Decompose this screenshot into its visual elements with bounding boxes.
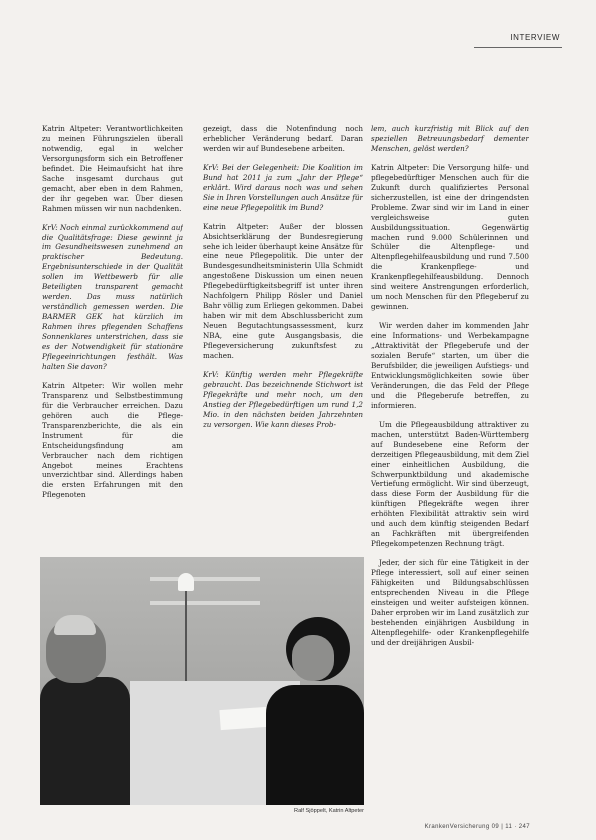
text-column-2: [203, 124, 363, 514]
interview-question: KrV: Bei der Gelegenheit: Die Koalition im Bund hat 2011 ja zum „Jahr der Pflege“ erklärt. Wird daraus noch was und sehen Sie in Ihren Vorstellungen auch Ansätze für eine neue Pflegepolitik im Bund?: [203, 162, 363, 212]
interview-paragraph: Wir werden daher im kommenden Jahr eine Informations- und Werbekampagne „Attraktivität der Pflegeberufe und der sozialen Berufe“ starten, um über die Berufsbilder, die jeweiligen Aufstiegs- und Entwicklungsmöglichkeiten sowie über Veränderungen, die das Feld der Pflege und die Pflegeberufe betreffen, zu informieren.: [371, 321, 529, 410]
text-column-1: [42, 124, 183, 516]
photo-lamp: [178, 573, 194, 591]
interview-paragraph: Katrin Altpeter: Wir wollen mehr Transparenz und Selbstbestimmung für die Verbraucher erreichen. Dazu gehören auch die Pflege-Transparenzberichte, die als ein Instrument für die Entscheidungsfindung am Verbraucher nach dem richtigen Angebot meines Erachtens unverzichtbar sind. Allerdings haben die ersten Erfahrungen mit den Pflegenoten: [42, 380, 183, 500]
interview-paragraph: gezeigt, dass die Notenfindung noch erheblicher Veränderung bedarf. Daran werden wir auf Bundesebene arbeiten.: [203, 124, 363, 153]
photo-shelf: [150, 577, 260, 581]
interview-question: lem, auch kurzfristig mit Blick auf den speziellen Betreuungsbedarf dementer Menschen, gelöst werden?: [371, 124, 529, 153]
page-footer: KrankenVersicherung 09 | 11 · 247: [424, 824, 530, 830]
photo-caption: Ralf Sjöppelt, Katrin Altpeter: [294, 808, 364, 814]
photo-lamp-pole: [185, 591, 187, 681]
photo-shelf: [150, 601, 260, 605]
interview-question: KrV: Noch einmal zurückkommend auf die Qualitätsfrage: Diese gewinnt ja im Gesundheitswesen zunehmend an praktischer Bedeutung. Ergebnisunterschiede in der Qualität sollen im Wettbewerb für alle Beteiligten transparent gemacht werden. Das muss natürlich verständlich gemessen werden. Die BARMER GEK hat kürzlich im Rahmen ihres pflegenden Schaffens Sonnenklares unterstrichen, dass sie es der Notwendigkeit für stationäre Pflegeeinrichtungen festhält. Was halten Sie davon?: [42, 222, 183, 371]
interview-paragraph: Um die Pflegeausbildung attraktiver zu machen, unterstützt Baden-Württemberg auf Bundesebene eine Reform der derzeitigen Pflegeausbildung, mit dem Ziel einer einheitlichen Ausbildung, die Schwerpunktbildung und akademische Vertiefung ermöglicht. Wir sind überzeugt, dass diese Form der Ausbildung für die künftigen Pflegekräfte wegen ihrer erhöhten Flexibilität attraktiv sein wird und auch dem künftig steigenden Bedarf an Fachkräften mit übergreifenden Pflegekompetenzen Rechnung trägt.: [371, 419, 529, 549]
photo-person-left-hair: [54, 615, 96, 635]
photo-person-right-face: [292, 635, 334, 681]
interview-question: KrV: Künftig werden mehr Pflegekräfte gebraucht. Das bezeichnende Stichwort ist Pflegekräfte und mehr noch, um den Anstieg der Pflegebedürftigen um rund 1,2 Mio. in den nächsten beiden Jahrzehnten zu versorgen. Wie kann dieses Prob-: [203, 369, 363, 429]
interview-paragraph: Katrin Altpeter: Außer der blossen Absichtserklärung der Bundesregierung sehe ich leider überhaupt keine Ansätze für eine neue Pflegepolitik. Die unter der Bundesgesundheitsministerin Ulla Schmidt angestoßene Diskussion um einen neuen Pflegebedürftigkeitsbegriff ist unter ihren Nachfolgern Philipp Rösler und Daniel Bahr völlig zum Erliegen gekommen. Dabei haben wir mit dem Abschlussbericht zum Neuen Begutachtungsassessment, kurz NBA, eine gute Ausgangsbasis, die Pflegeversicherung zukunftsfest zu machen.: [203, 221, 363, 361]
photo-person-right: [266, 685, 364, 805]
text-column-3: [371, 124, 529, 744]
interview-paragraph: Jeder, der sich für eine Tätigkeit in der Pflege interessiert, soll auf einer seinen Fähigkeiten und Bildungsabschlüssen entsprechenden Niveau in die Pflege einsteigen und weiter aufsteigen können. Daher erproben wir im Land zusätzlich zur bestehenden einjährigen Ausbildung in Altenpflegehilfe- oder Krankenpflegehilfe und der dreijährigen Ausbil-: [371, 558, 529, 647]
section-label: INTERVIEW: [510, 33, 560, 42]
photo-person-left: [40, 677, 130, 805]
section-rule: [474, 47, 562, 48]
interview-paragraph: Katrin Altpeter: Verantwortlichkeiten zu meinen Führungszielen überall notwendig, egal in welcher Versorgungsform sich ein Betroffener befindet. Die Heimaufsicht hat ihre Sache insgesamt durchaus gut gemacht, aber eben in dem Rahmen, der ihr gegeben war. Über diesen Rahmen müssen wir nun nachdenken.: [42, 124, 183, 213]
interview-photo: [40, 557, 364, 805]
interview-paragraph: Katrin Altpeter: Die Versorgung hilfe- und pflegebedürftiger Menschen auch für die Zukunft durch qualifiziertes Personal sicherzustellen, ist eine der dringendsten Probleme. Zwar sind wir im Land in einer vergleichsweise guten Ausbildungssituation. Gegenwärtig machen rund 9.000 Schülerinnen und Schüler die Altenpflege- und Altenpflegehilfeausbildung und rund 7.500 die Krankenpflege- und Krankenpflegehilfeausbildung. Dennoch sind weitere Anstrengungen erforderlich, um noch Menschen für den Pflegeberuf zu gewinnen.: [371, 162, 529, 312]
